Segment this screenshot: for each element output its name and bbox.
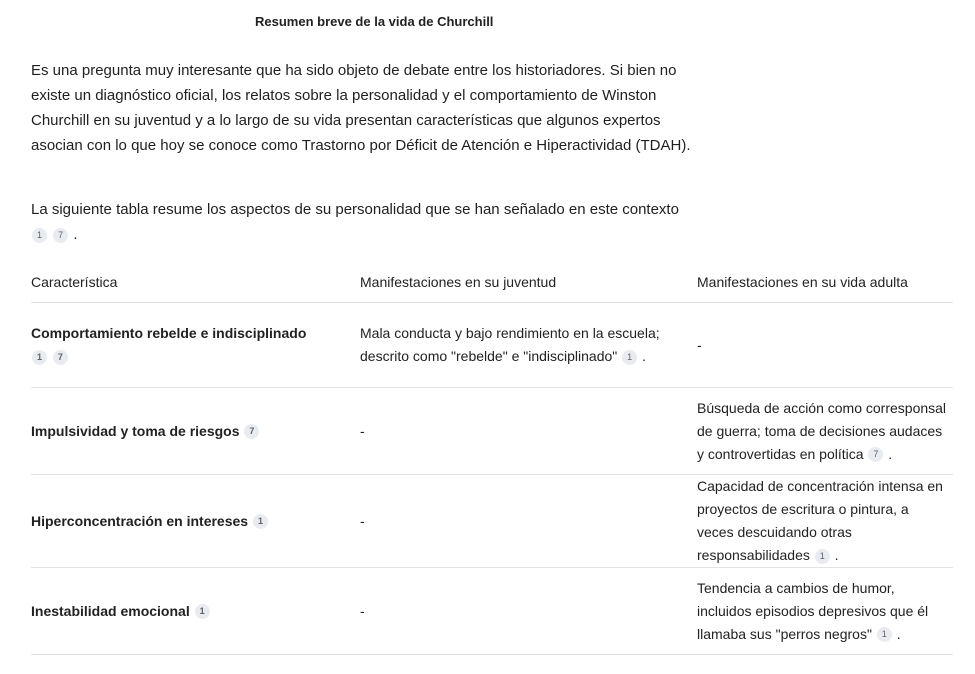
trait-label: Comportamiento rebelde e indisciplinado xyxy=(31,325,307,341)
table-row xyxy=(31,475,953,568)
citation-badge[interactable]: 1 xyxy=(815,549,830,564)
citation-badge[interactable]: 1 xyxy=(877,627,892,642)
citation-badge[interactable]: 1 xyxy=(253,514,268,529)
youth-cell: Mala conducta y bajo rendimiento en la escuela; descrito como "rebelde" e "indisciplinado" 1 . xyxy=(360,303,697,388)
page-title: Resumen breve de la vida de Churchill xyxy=(255,14,494,29)
table-row xyxy=(31,303,953,388)
trait-label: Impulsividad y toma de riesgos xyxy=(31,422,240,439)
table-row xyxy=(31,388,953,475)
trait-label: Inestabilidad emocional xyxy=(31,602,190,619)
adult-text: Tendencia a cambios de humor, incluidos episodios depresivos que él llamaba sus "perros negros" xyxy=(697,579,929,642)
adult-cell: Tendencia a cambios de humor, incluidos episodios depresivos que él llamaba sus "perros negros" 1 . xyxy=(697,568,953,655)
citation-badge[interactable]: 7 xyxy=(868,447,883,462)
adult-cell: Capacidad de concentración intensa en proyectos de escritura o pintura, a veces descuidando otras responsabilidades 1 . xyxy=(697,475,953,568)
traits-table xyxy=(31,262,953,655)
citation-badge[interactable]: 1 xyxy=(32,228,47,243)
citation-badge[interactable]: 7 xyxy=(244,424,259,439)
trait-cell xyxy=(31,388,360,475)
summary-text: La siguiente tabla resume los aspectos de su personalidad que se han señalado en este contexto xyxy=(31,201,679,218)
trait-label: Hiperconcentración en intereses xyxy=(31,512,249,529)
citation-badge[interactable]: 1 xyxy=(195,604,210,619)
adult-text: Capacidad de concentración intensa en proyectos de escritura o pintura, a veces descuidando otras responsabilidades xyxy=(697,478,943,563)
youth-cell: - xyxy=(360,388,697,475)
citation-badge[interactable]: 1 xyxy=(32,350,47,365)
table-header-row xyxy=(31,262,953,303)
header-characteristic: Característica xyxy=(31,262,360,303)
header-adult: Manifestaciones en su vida adulta xyxy=(697,262,953,303)
citation-badge[interactable]: 7 xyxy=(53,228,68,243)
youth-text: Mala conducta y bajo rendimiento en la escuela; descrito como "rebelde" e "indisciplinado" xyxy=(360,325,660,364)
citation-badge[interactable]: 1 xyxy=(622,350,637,365)
table-row xyxy=(31,568,953,655)
trait-cell xyxy=(31,568,360,655)
summary-paragraph xyxy=(31,197,701,247)
citation-badge[interactable]: 7 xyxy=(53,350,68,365)
adult-cell: Búsqueda de acción como corresponsal de guerra; toma de decisiones audaces y controvertidas en política 7 . xyxy=(697,388,953,475)
adult-cell: - xyxy=(697,303,953,388)
trait-cell xyxy=(31,303,360,388)
youth-cell: - xyxy=(360,568,697,655)
adult-text: Búsqueda de acción como corresponsal de guerra; toma de decisiones audaces y controvertidas en política xyxy=(697,399,947,462)
youth-cell: - xyxy=(360,475,697,568)
trait-cell xyxy=(31,475,360,568)
intro-paragraph: Es una pregunta muy interesante que ha sido objeto de debate entre los historiadores. Si bien no existe un diagnóstico oficial, los relatos sobre la personalidad y el comportamiento de Winston Churchill en su juventud y a lo largo de su vida presentan características que algunos expertos asocian con lo que hoy se conoce como Trastorno por Déficit de Atención e Hiperactividad (TDAH). xyxy=(31,62,691,154)
period: . xyxy=(73,226,78,243)
header-youth: Manifestaciones en su juventud xyxy=(360,262,697,303)
